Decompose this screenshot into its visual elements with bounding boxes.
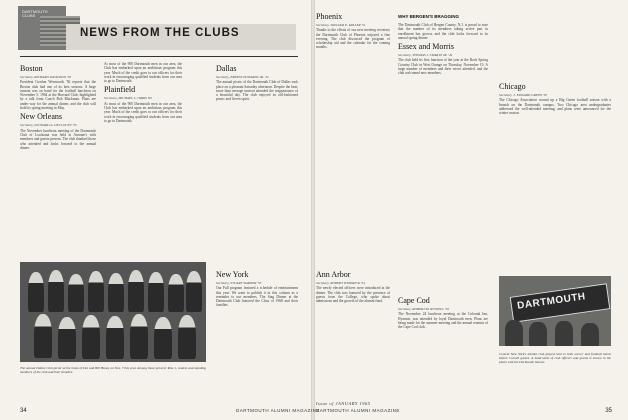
header-rule (20, 56, 298, 57)
secretary-ann-arbor: Secretary, ROBERT WEIDRICK '54 (316, 281, 365, 285)
group-photo (20, 262, 206, 362)
page-number-left: 34 (20, 408, 27, 414)
body-dallas: The annual picnic of the Dartmouth Club of Dallas took place on a pleasant Saturday afternoon. Despite the heat, more than average turnout attended the reappearance of a beautiful day. The club enjoyed its old-fashioned picnic and Green spirit. (216, 80, 298, 102)
banner-photo-caption: Central New York's alumni club played host to both soccer and football teams before Cornell games. A head table of club officers and guests is shown in the photo with the Dartmouth banner. (499, 352, 611, 365)
body-plainfield-continued: At most of the 900 Dartmouth men in our area, the Club has embarked upon an ambitious program this year. Much of the credit goes to our officers for their work in encouraging qualified students from our area to go to Dartmouth. (104, 62, 182, 84)
page-gutter (311, 0, 315, 420)
magazine-title-right: DARTMOUTH ALUMNI MAGAZINE (316, 408, 400, 413)
group-photo-caption: The annual Dallas Club picnic at the home of Dot and Bill Haney on Nov. 7 this year. Among those present: Row 1, seated, and standing members of the club and their families. (20, 366, 206, 375)
section-title-boston: Boston (20, 64, 43, 73)
secretary-boston: Secretary, RICHARD DAVIDSON '50 (20, 75, 72, 79)
column-plainfield (104, 62, 182, 125)
dartmouth-clubs-logo (18, 6, 66, 50)
body-chicago: The Chicago Association wound up a Big Green football season with a brunch on the Dartmouth campus. Two Chicago area undergraduates addressed the well-attended meeting, and plans were announced for the winter season. (499, 98, 611, 116)
body-bergen: The Dartmouth Club of Bergen County, N.J. is proud to note that the number of its members taking active part in enrollment has grown, and the club looks forward to its annual spring dinner. (398, 23, 488, 40)
section-title-new-orleans: New Orleans (20, 112, 62, 122)
section-title-plainfield: Plainfield (104, 85, 136, 95)
column-new-york (216, 268, 298, 310)
body-cape-cod: The November 24 luncheon meeting at the Colonial Inn, Hyannis, was attended by loyal Dartmouth men. Plans are being made for the summer meeting and the annual reunion of the Cape Cod club. (398, 312, 488, 330)
section-title-chicago: Chicago (499, 82, 526, 91)
secretary-cape-cod: Secretary, ROBERT M. RUSSELL '50 (398, 307, 449, 311)
body-phoenix: Thanks to the efforts of our new meeting secretary the Dartmouth Club of Phoenix enjoyed a fine evening. The club discussed the program of scholarship aid and the calendar for the coming months. (316, 28, 390, 50)
secretary-new-york: Secretary, STUART WARNER '53 (216, 281, 262, 285)
column-boston (20, 62, 96, 152)
section-title-new-york: New York (216, 270, 249, 279)
secretary-new-orleans: Secretary, LEONARD A. DECLOUET '53 (20, 123, 77, 128)
column-chicago (499, 80, 611, 117)
magazine-title-left: DARTMOUTH ALUMNI MAGAZINE (236, 408, 320, 413)
issue-line: Issue of JANUARY 1965 (316, 401, 371, 406)
body-plainfield: At most of the 900 Dartmouth men in our area, the Club has embarked upon an ambitious program this year. Much of the credit goes to our officers for their work in encouraging qualified students from our area to go to Dartmouth. (104, 101, 182, 123)
body-boston: President Gordon Wentworth '56 reports that the Boston club had one of its best seasons. A large turnout was on hand for the football luncheon on November 5, 1964 at the Harvard Club, highlighted by a talk from Coach Bob Blackman. Plans are under way for the annual dinner, and the club will hold its spring meeting in May. (20, 80, 96, 111)
secretary-chicago: Secretary, J. EDWARD GREEN '50 (499, 93, 548, 97)
column-phoenix (316, 10, 390, 52)
dartmouth-banner-photo (499, 276, 611, 346)
section-title-cape-cod: Cape Cod (398, 296, 430, 305)
secretary-phoenix: Secretary, WILLIAM E. MILLER '51 (316, 23, 366, 27)
page-title: NEWS FROM THE CLUBS (80, 27, 240, 39)
logo-line-1: DARTMOUTH (22, 9, 48, 14)
section-title-bergen: WHY BERGEN'S BRAGGING (398, 14, 459, 19)
section-title-ann-arbor: Ann Arbor (316, 270, 351, 279)
column-dallas (216, 62, 298, 104)
column-bergen (398, 10, 488, 78)
secretary-dallas: Secretary, ERNEST EDWARDS JR. '52 (216, 75, 269, 79)
section-title-dallas: Dallas (216, 64, 237, 73)
banner-text: DARTMOUTH (516, 291, 587, 312)
page-number-right: 35 (605, 408, 612, 414)
column-cape-cod (398, 294, 488, 331)
section-title-essex-morris: Essex and Morris (398, 42, 454, 52)
body-essex-morris: The club held its first function of the year at the Rock Spring Country Club in West Orange on Thursday, November 19. A large number of members and their wives attended, and the club welcomed new members. (398, 58, 488, 76)
body-ann-arbor: The newly elected officers were introduced at the dinner. The club was honored by the presence of guests from the College, who spoke about admissions and the growth of the alumni fund. (316, 286, 390, 304)
column-ann-arbor (316, 268, 390, 305)
logo-line-2: CLUBS (22, 13, 36, 18)
body-new-orleans: The November luncheon meeting of the Dartmouth Club of Louisiana was held at Antoine's with members and guests present. The club thanked those who attended and looks forward to the annual dinner. (20, 128, 96, 150)
section-title-phoenix: Phoenix (316, 12, 343, 21)
body-new-york: Our Fall program featured a schedule of entertainment this year. We want to publish it in this column as a reminder to our members. The Stag Dinner at the Dartmouth Club honored the Class of 1968 and their families. (216, 286, 298, 308)
secretary-plainfield: Secretary, MICHAEL L. ORRIS '60 (104, 96, 152, 101)
secretary-essex-morris: Secretary, THOMAS J. SWARTZ JR. '49 (398, 53, 453, 58)
